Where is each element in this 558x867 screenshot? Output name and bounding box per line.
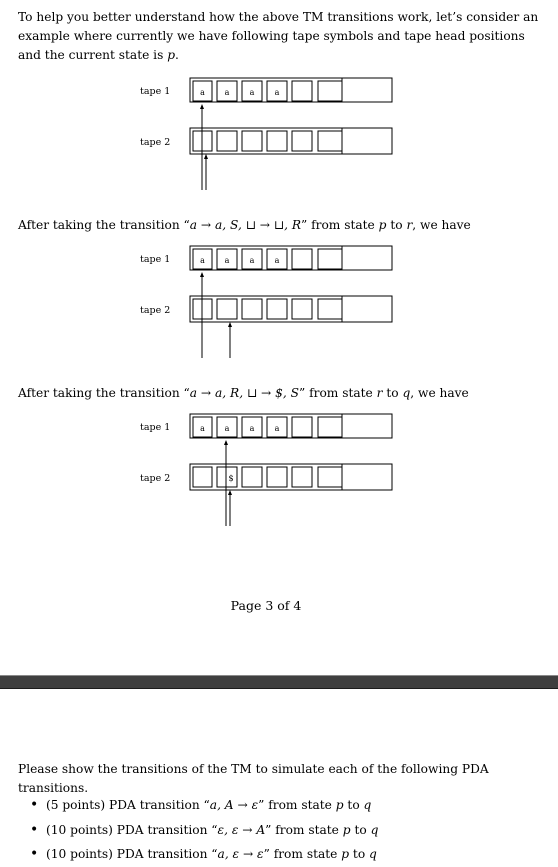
d1-t1-cell-4: a xyxy=(274,88,280,97)
d2-t1-cell-2: a xyxy=(224,256,230,265)
after-transition-2: After taking the transition “a → a, R, ⊔ → $, S” from state r to q, we have xyxy=(18,386,469,400)
page-separator xyxy=(0,675,558,689)
question-text: Please show the transitions of the TM to simulate each of the following PDA transitions. xyxy=(18,762,489,795)
tape2-label: tape 2 xyxy=(140,305,171,316)
intro-paragraph xyxy=(18,8,550,65)
tape2-label: tape 2 xyxy=(140,137,171,148)
d2-t1-cell-3: a xyxy=(249,256,255,265)
intro-end: . xyxy=(175,48,179,62)
tape1-label: tape 1 xyxy=(140,86,171,97)
transition-2: a → a, R, ⊔ → $, S xyxy=(189,386,299,400)
intro-text: To help you better understand how the above TM transitions work, let’s consider an example where currently we have following tape symbols and tape head positions and the current state is xyxy=(18,10,539,62)
transition-1: a → a, S, ⊔ → ⊔, R xyxy=(189,218,302,232)
list-item: • (5 points) PDA transition “a, A → ε” from state p to q xyxy=(30,793,378,818)
tape2-label: tape 2 xyxy=(140,473,171,484)
d3-t2-cell-2: $ xyxy=(228,474,234,483)
tape1-head-arrow xyxy=(224,440,228,526)
after-transition-1: After taking the transition “a → a, S, ⊔ → ⊔, R” from state p to r, we have xyxy=(18,218,471,232)
tape2-head-arrow xyxy=(228,322,232,358)
tape1-label: tape 1 xyxy=(140,254,171,265)
d3-t1-cell-3: a xyxy=(249,424,255,433)
list-item: • (10 points) PDA transition “ε, ε → A” from state p to q xyxy=(30,818,378,843)
d1-t1-cell-2: a xyxy=(224,88,230,97)
tape2-head-arrow xyxy=(204,154,208,190)
d3-t1-cell-4: a xyxy=(274,424,280,433)
tape-diagram-2 xyxy=(0,240,558,364)
d2-t1-cell-4: a xyxy=(274,256,280,265)
d3-t1-cell-2: a xyxy=(224,424,230,433)
question-list xyxy=(30,793,378,867)
tape-diagram-3 xyxy=(0,408,558,532)
list-item: • (10 points) PDA transition “a, ε → ε” from state p to q xyxy=(30,842,378,867)
d2-t1-cell-1: a xyxy=(200,256,205,265)
d1-t1-cell-1: a xyxy=(200,88,205,97)
intro-state: p xyxy=(167,48,176,62)
d1-t1-cell-3: a xyxy=(249,88,255,97)
d3-t1-cell-1: a xyxy=(200,424,205,433)
tape1-label: tape 1 xyxy=(140,422,171,433)
tape1-head-arrow xyxy=(200,272,204,358)
tape1-head-arrow xyxy=(200,104,204,190)
tape-diagram-1 xyxy=(0,72,558,196)
tape2-head-arrow xyxy=(228,490,232,526)
page-number: Page 3 of 4 xyxy=(230,598,302,613)
